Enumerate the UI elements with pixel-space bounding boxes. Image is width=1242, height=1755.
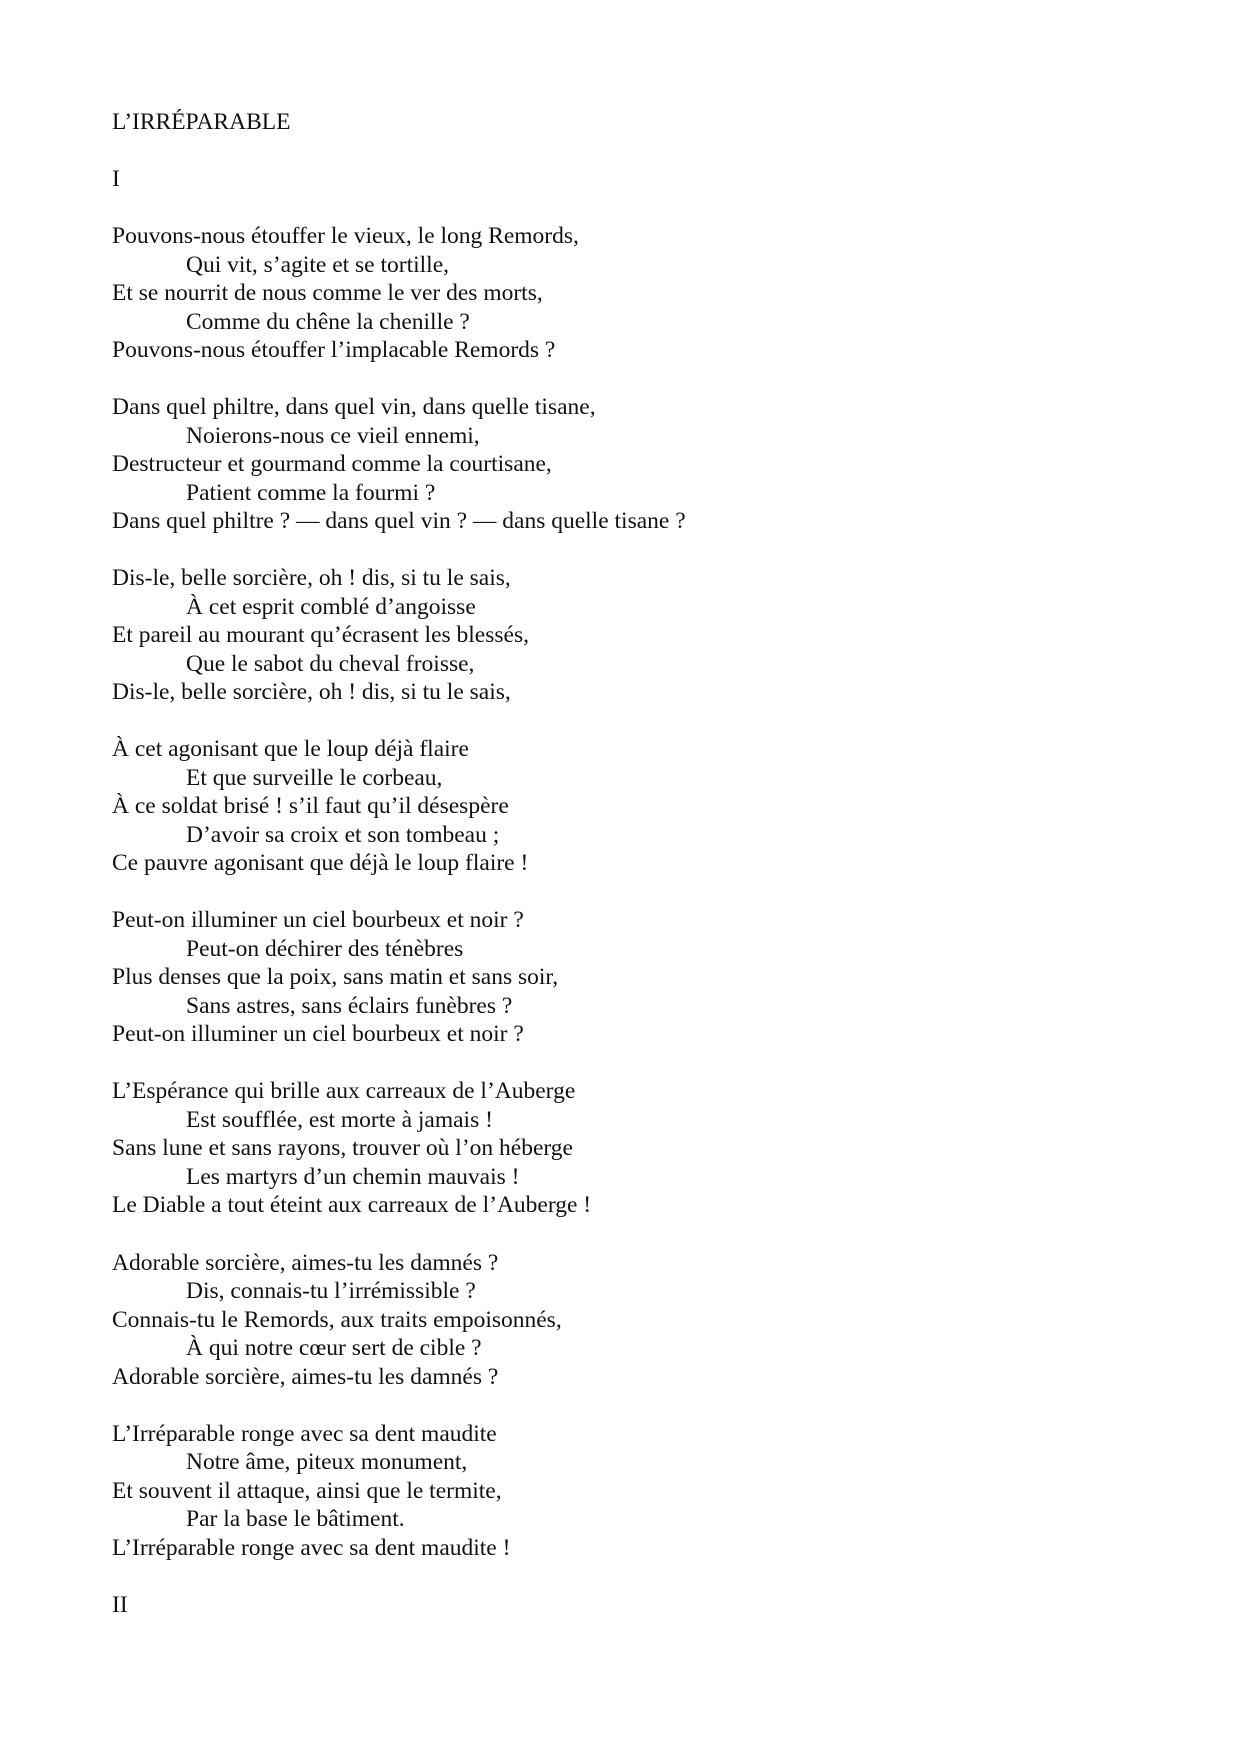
verse-line: Peut-on illuminer un ciel bourbeux et noir ? [112, 907, 524, 934]
verse-line: Sans lune et sans rayons, trouver où l’on héberge [112, 1135, 573, 1162]
stanza [112, 1420, 1172, 1563]
section-number: I [112, 166, 120, 192]
section-number: II [112, 1591, 128, 1618]
verse-line: Ce pauvre agonisant que déjà le loup flaire ! [112, 850, 529, 877]
verse-line: Et que surveille le corbeau, [186, 764, 443, 791]
stanza [112, 1077, 1172, 1220]
verse-line: À cet agonisant que le loup déjà flaire [112, 736, 469, 763]
stanza [112, 1249, 1172, 1392]
verse-line: Peut-on déchirer des ténèbres [186, 935, 464, 962]
verse-line: Sans astres, sans éclairs funèbres ? [186, 992, 513, 1019]
verse-line: Adorable sorcière, aimes-tu les damnés ? [112, 1249, 499, 1276]
verse-line: À cet esprit comblé d’angoisse [186, 593, 476, 620]
verse-line: Comme du chêne la chenille ? [186, 308, 470, 335]
verse-line: Dis, connais-tu l’irrémissible ? [186, 1278, 476, 1305]
verse-line: Dis-le, belle sorcière, oh ! dis, si tu le sais, [112, 565, 511, 592]
verse-line: L’Espérance qui brille aux carreaux de l’Auberge [112, 1078, 576, 1105]
stanza [112, 222, 1172, 365]
verse-line: Peut-on illuminer un ciel bourbeux et noir ? [112, 1021, 524, 1048]
verse-line: Notre âme, piteux monument, [186, 1449, 468, 1476]
verse-line: Et pareil au mourant qu’écrasent les blessés, [112, 622, 529, 649]
verse-line: Adorable sorcière, aimes-tu les damnés ? [112, 1363, 499, 1390]
stanza [112, 393, 1172, 536]
verse-line: Destructeur et gourmand comme la courtisane, [112, 451, 552, 478]
verse-line: Et souvent il attaque, ainsi que le termite, [112, 1477, 502, 1504]
section-stanzas [112, 222, 1172, 1562]
verse-line: Les martyrs d’un chemin mauvais ! [186, 1163, 520, 1190]
verse-line: Et se nourrit de nous comme le ver des morts, [112, 280, 543, 306]
verse-line: Qui vit, s’agite et se tortille, [186, 251, 450, 278]
stanza [112, 906, 1172, 1049]
verse-line: Par la base le bâtiment. [186, 1506, 405, 1533]
verse-line: Connais-tu le Remords, aux traits empoisonnés, [112, 1306, 562, 1333]
verse-line: Que le sabot du cheval froisse, [186, 650, 475, 677]
verse-line: Dans quel philtre, dans quel vin, dans quelle tisane, [112, 394, 596, 421]
verse-line: L’Irréparable ronge avec sa dent maudite ! [112, 1534, 511, 1561]
verse-line: À ce soldat brisé ! s’il faut qu’il désespère [112, 793, 509, 820]
verse-line: À qui notre cœur sert de cible ? [186, 1335, 482, 1362]
stanza [112, 735, 1172, 878]
verse-line: Noierons-nous ce vieil ennemi, [186, 422, 480, 449]
verse-line: D’avoir sa croix et son tombeau ; [186, 821, 500, 848]
verse-line: L’Irréparable ronge avec sa dent maudite [112, 1420, 497, 1447]
verse-line: Le Diable a tout éteint aux carreaux de l’Auberge ! [112, 1192, 592, 1219]
verse-line: Plus denses que la poix, sans matin et sans soir, [112, 964, 559, 991]
poem-title: L’IRRÉPARABLE [112, 109, 291, 135]
stanza [112, 564, 1172, 707]
verse-line: Pouvons-nous étouffer le vieux, le long Remords, [112, 223, 579, 249]
verse-line: Dis-le, belle sorcière, oh ! dis, si tu le sais, [112, 679, 511, 706]
document-page [112, 108, 1172, 1619]
verse-line: Dans quel philtre ? — dans quel vin ? — dans quelle tisane ? [112, 508, 686, 535]
verse-line: Patient comme la fourmi ? [186, 479, 436, 506]
verse-line: Est soufflée, est morte à jamais ! [186, 1106, 493, 1133]
verse-line: Pouvons-nous étouffer l’implacable Remords ? [112, 337, 556, 363]
